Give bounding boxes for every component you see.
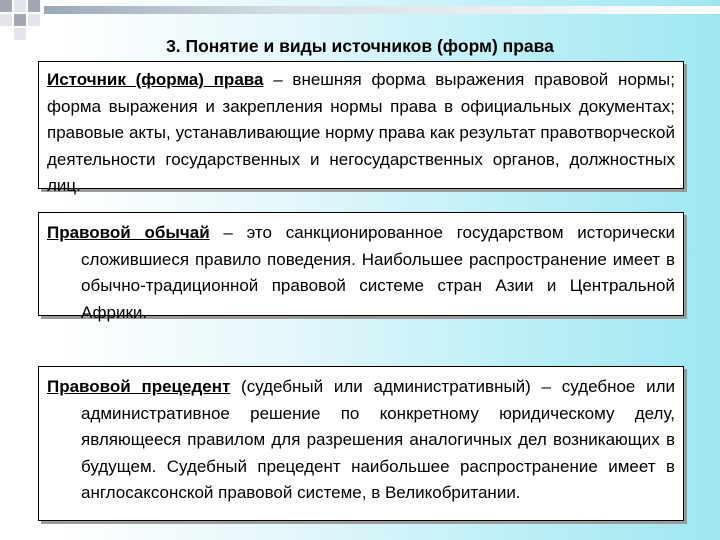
custom-definition-box (38, 212, 684, 322)
source-definition: – внешняя форма выражения правовой нормы; форма выражения и закрепления нормы права в официальных документах; правовые акты, устанавливающие норму права как результат правотворческой деятельности государственных и негосударственных органов, должностных лиц. (47, 70, 675, 195)
precedent-paragraph (47, 374, 675, 507)
precedent-term: Правовой прецедент (47, 377, 231, 396)
deco-square (28, 14, 40, 26)
precedent-definition-box (38, 366, 684, 521)
deco-square (14, 0, 26, 12)
deco-square (14, 14, 26, 26)
source-term: Источник (форма) права (47, 70, 264, 89)
deco-square (28, 0, 40, 12)
deco-square (0, 0, 12, 12)
custom-paragraph (47, 220, 675, 326)
precedent-definition: (судебный или административный) – судебное или административное решение по конкретному юридическому делу, являющееся правилом для разрешения аналогичных дел возникающих в будущем. Судебный прецедент наибольшее распространение имеет в англосаксонской правовой системе, в Великобритании. (81, 377, 676, 502)
deco-square (0, 14, 12, 26)
source-definition-box (38, 61, 684, 195)
top-rule (44, 6, 720, 14)
slide-title: 3. Понятие и виды источников (форм) права (166, 36, 554, 56)
custom-definition: – это санкционированное государством исторически сложившиеся правило поведения. Наибольшее распространение имеет в обычно-традиционной правовой системе стран Азии и Центральной Африки. (81, 223, 675, 322)
custom-term: Правовой обычай (47, 223, 210, 242)
